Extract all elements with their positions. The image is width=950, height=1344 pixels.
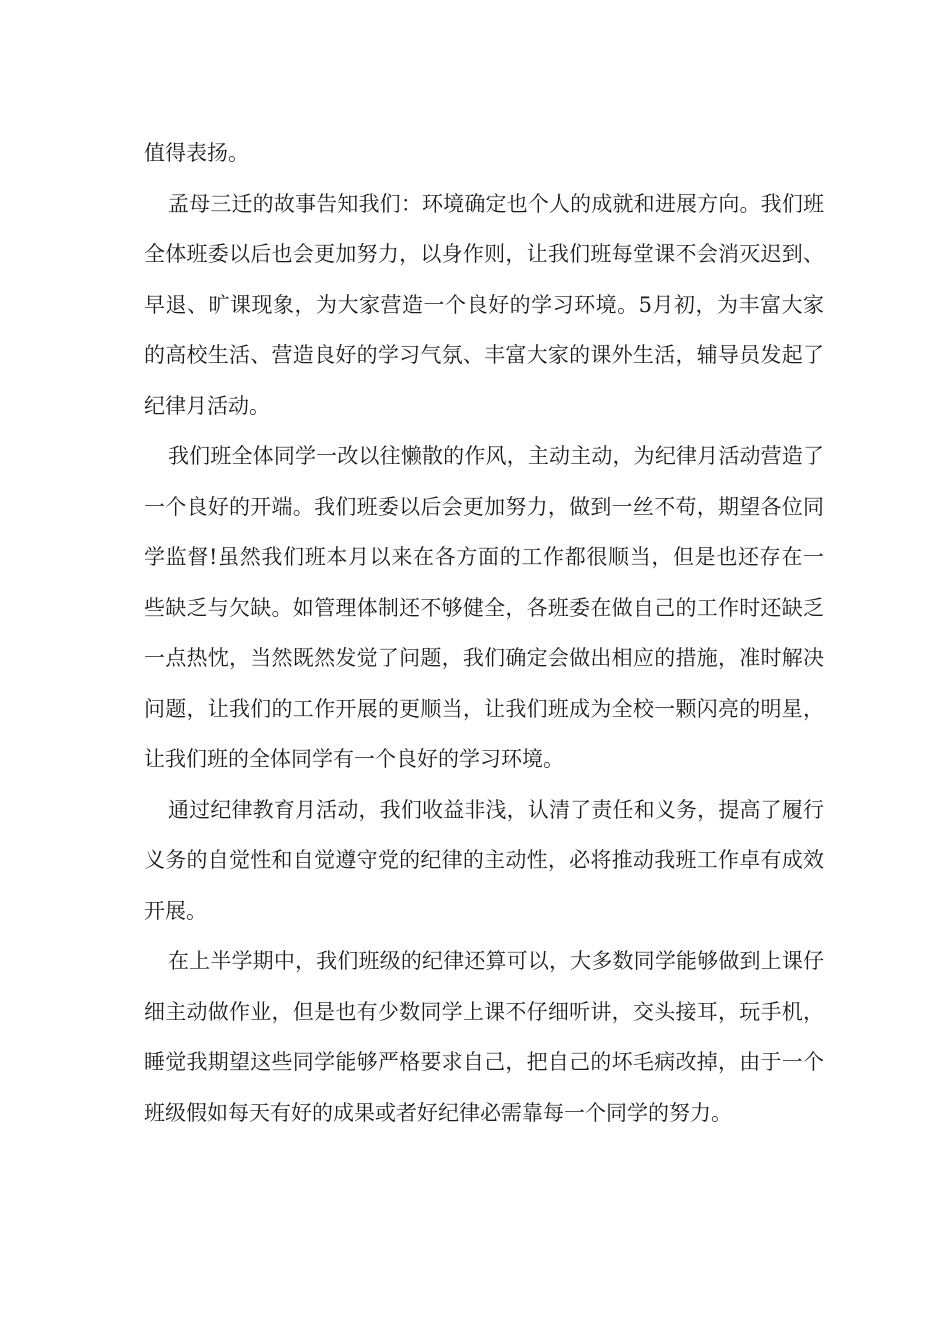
paragraph-5: 在上半学期中，我们班级的纪律还算可以，大多数同学能够做到上课仔细主动做作业，但是也有少数同学上课不仔细听讲，交头接耳，玩手机，睡觉我期望这些同学能够严格要求自己，把自己的坏毛病改掉，由于一个班级假如每天有好的成果或者好纪律必需靠每一个同学的努力。 <box>144 949 824 1125</box>
paragraph-2: 孟母三迁的故事告知我们：环境确定也个人的成就和进展方向。我们班全体班委以后也会更加努力，以身作则，让我们班每堂课不会消灭迟到、早退、旷课现象，为大家营造一个良好的学习环境。5月初，为丰富大家的高校生活、营造良好的学习气氛、丰富大家的课外生活，辅导员发起了纪律月活动。 <box>144 191 824 418</box>
paragraph-4: 通过纪律教育月活动，我们收益非浅，认清了责任和义务，提高了履行义务的自觉性和自觉遵守党的纪律的主动性，必将推动我班工作卓有成效开展。 <box>144 797 824 923</box>
paragraph-1: 值得表扬。 <box>144 141 249 165</box>
document-body <box>144 128 824 1138</box>
paragraph-3: 我们班全体同学一改以往懒散的作风，主动主动，为纪律月活动营造了一个良好的开端。我们班委以后会更加努力，做到一丝不苟，期望各位同学监督!虽然我们班本月以来在各方面的工作都很顺当，但是也还存在一些缺乏与欠缺。如管理体制还不够健全，各班委在做自己的工作时还缺乏一点热忱，当然既然发觉了问题，我们确定会做出相应的措施，准时解决问题，让我们的工作开展的更顺当，让我们班成为全校一颗闪亮的明星，让我们班的全体同学有一个良好的学习环境。 <box>144 444 824 771</box>
